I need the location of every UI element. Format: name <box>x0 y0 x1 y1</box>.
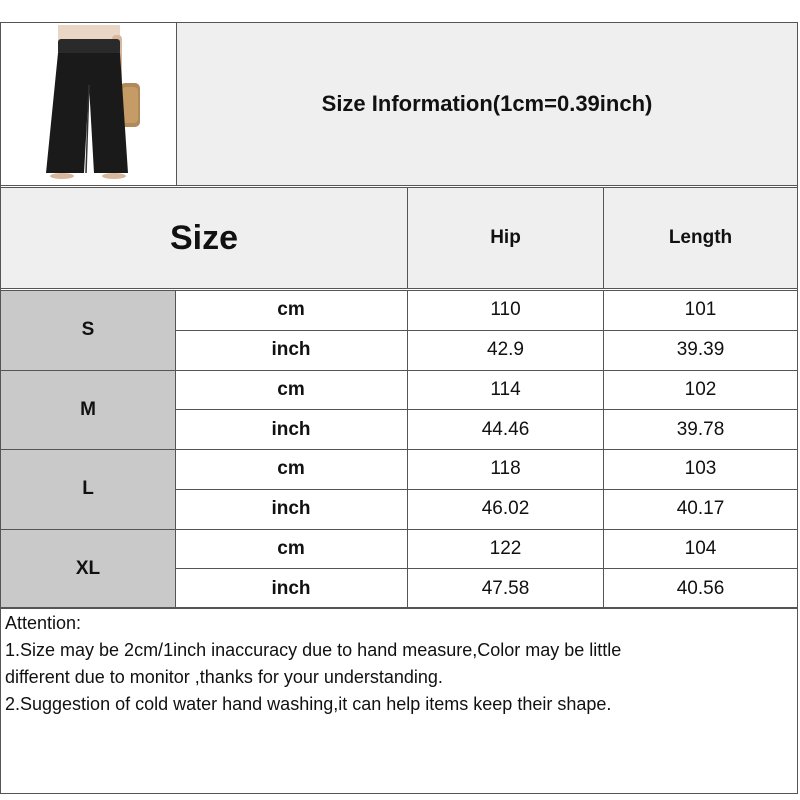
divider <box>0 608 798 609</box>
size-info-title: Size Information(1cm=0.39inch) <box>177 23 797 185</box>
unit-cm: cm <box>176 450 406 489</box>
unit-cm: cm <box>176 291 406 330</box>
size-column-header: Size <box>1 188 407 288</box>
divider <box>407 291 408 371</box>
length-inch-value: 40.56 <box>604 569 797 608</box>
divider <box>407 371 408 451</box>
hip-column-header: Hip <box>408 188 603 288</box>
hip-cm-value: 110 <box>408 291 603 330</box>
hip-cm-value: 114 <box>408 371 603 410</box>
unit-cm: cm <box>176 371 406 410</box>
unit-inch: inch <box>176 490 406 529</box>
note-line-1: 1.Size may be 2cm/1inch inaccuracy due to hand measure,Color may be little <box>5 640 622 660</box>
divider <box>603 450 604 530</box>
divider <box>407 450 408 530</box>
divider <box>603 530 604 610</box>
hip-cm-value: 118 <box>408 450 603 489</box>
divider <box>603 291 604 371</box>
unit-inch: inch <box>176 569 406 608</box>
length-inch-value: 39.39 <box>604 331 797 370</box>
pants-photo-icon <box>24 25 154 183</box>
unit-inch: inch <box>176 410 406 449</box>
length-cm-value: 101 <box>604 291 797 330</box>
attention-notes <box>5 610 795 718</box>
hip-inch-value: 47.58 <box>408 569 603 608</box>
length-cm-value: 104 <box>604 530 797 569</box>
attention-heading: Attention: <box>5 613 82 633</box>
hip-inch-value: 46.02 <box>408 490 603 529</box>
divider <box>407 530 408 610</box>
divider <box>603 371 604 451</box>
length-cm-value: 102 <box>604 371 797 410</box>
size-label-xl: XL <box>1 530 175 609</box>
size-label-l: L <box>1 450 175 529</box>
size-label-m: M <box>1 371 175 450</box>
note-line-2: different due to monitor ,thanks for your understanding. <box>5 667 443 687</box>
size-label-s: S <box>1 291 175 370</box>
unit-inch: inch <box>176 331 406 370</box>
hip-inch-value: 42.9 <box>408 331 603 370</box>
hip-cm-value: 122 <box>408 530 603 569</box>
length-column-header: Length <box>604 188 797 288</box>
hip-inch-value: 44.46 <box>408 410 603 449</box>
length-inch-value: 39.78 <box>604 410 797 449</box>
note-line-3: 2.Suggestion of cold water hand washing,it can help items keep their shape. <box>5 694 612 714</box>
product-photo <box>1 23 176 185</box>
length-cm-value: 103 <box>604 450 797 489</box>
unit-cm: cm <box>176 530 406 569</box>
length-inch-value: 40.17 <box>604 490 797 529</box>
